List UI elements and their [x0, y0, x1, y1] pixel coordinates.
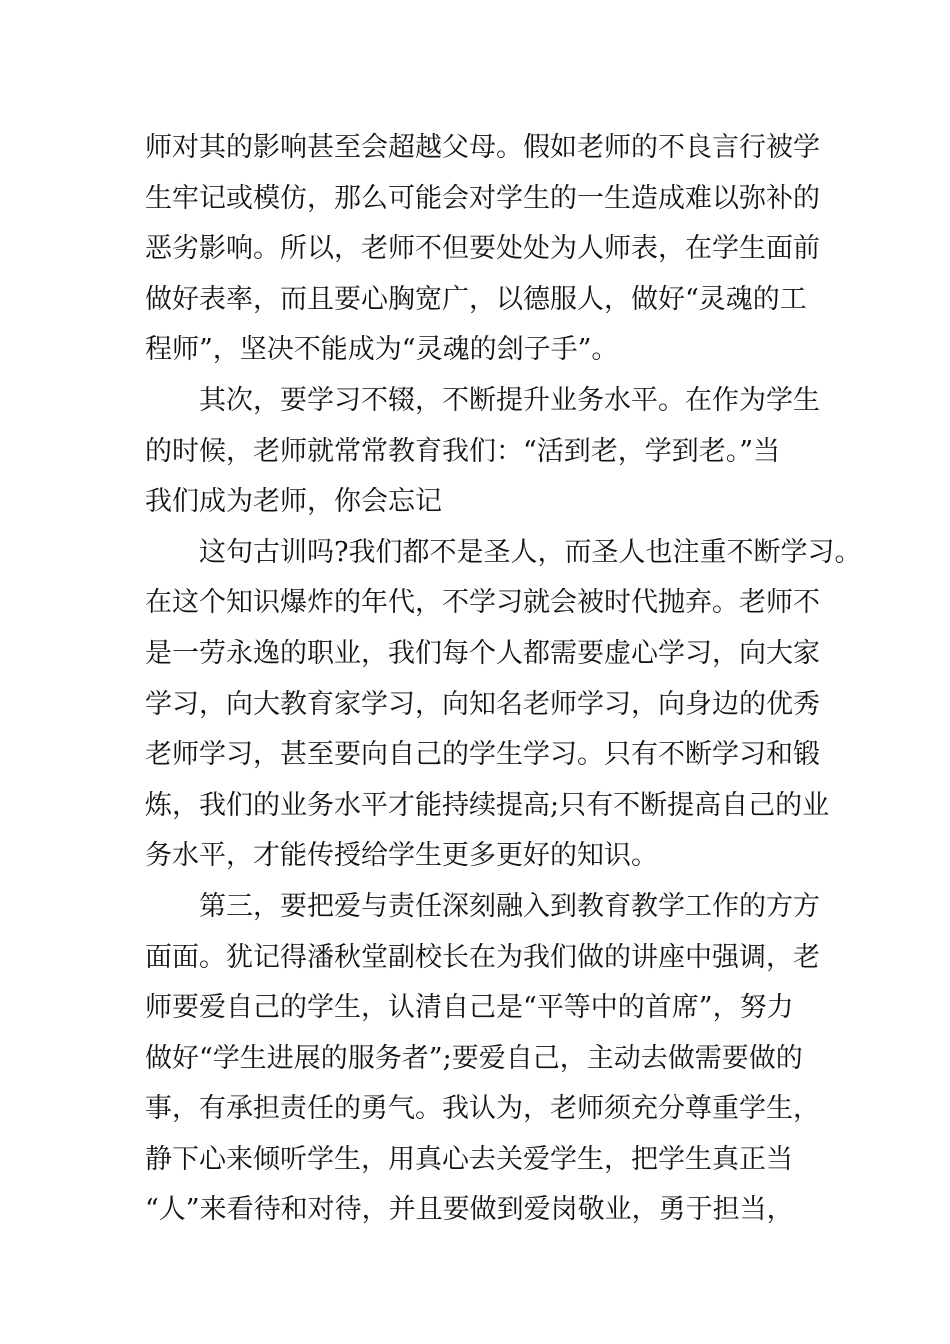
text-line: 生牢记或模仿，那么可能会对学生的一生造成难以弥补的 — [145, 182, 820, 214]
text-line: 程师”，坚决不能成为“灵魂的刽子手”。 — [145, 334, 619, 366]
text-line: 我们成为老师，你会忘记 — [145, 486, 442, 518]
text-line: 做好“学生进展的服务者”;要爱自己，主动去做需要做的 — [145, 1042, 803, 1074]
text-line: 事，有承担责任的勇气。我认为，老师须充分尊重学生， — [145, 1093, 820, 1125]
text-line: 静下心来倾听学生，用真心去关爱学生，把学生真正当 — [145, 1143, 793, 1175]
text-line: “人”来看待和对待，并且要做到爱岗敬业，勇于担当， — [145, 1194, 794, 1226]
text-line: 的时候，老师就常常教育我们：“活到老，学到老。”当 — [145, 435, 781, 467]
text-line: 师要爱自己的学生，认清自己是“平等中的首席”，努力 — [145, 992, 794, 1024]
text-line: 师对其的影响甚至会超越父母。假如老师的不良言行被学 — [145, 132, 820, 163]
text-line: 面面。犹记得潘秋堂副校长在为我们做的讲座中强调，老 — [145, 941, 820, 973]
text-line: 是一劳永逸的职业，我们每个人都需要虚心学习，向大家 — [145, 637, 820, 669]
text-line: 其次，要学习不辍，不断提升业务水平。在作为学生 — [199, 384, 820, 416]
text-line: 炼，我们的业务水平才能持续提高;只有不断提高自己的业 — [145, 789, 830, 821]
text-line: 恶劣影响。所以，老师不但要处处为人师表，在学生面前 — [145, 233, 820, 265]
text-line: 务水平，才能传授给学生更多更好的知识。 — [145, 840, 658, 872]
text-line: 这句古训吗?我们都不是圣人，而圣人也注重不断学习。 — [199, 536, 862, 568]
text-line: 第三，要把爱与责任深刻融入到教育教学工作的方方 — [199, 890, 820, 922]
text-line: 在这个知识爆炸的年代，不学习就会被时代抛弃。老师不 — [145, 587, 820, 619]
text-line: 老师学习，甚至要向自己的学生学习。只有不断学习和锻 — [145, 739, 820, 771]
text-line: 学习，向大教育家学习，向知名老师学习，向身边的优秀 — [145, 688, 820, 720]
text-line: 做好表率，而且要心胸宽广，以德服人，做好“灵魂的工 — [145, 283, 807, 315]
body-text — [145, 123, 862, 1236]
